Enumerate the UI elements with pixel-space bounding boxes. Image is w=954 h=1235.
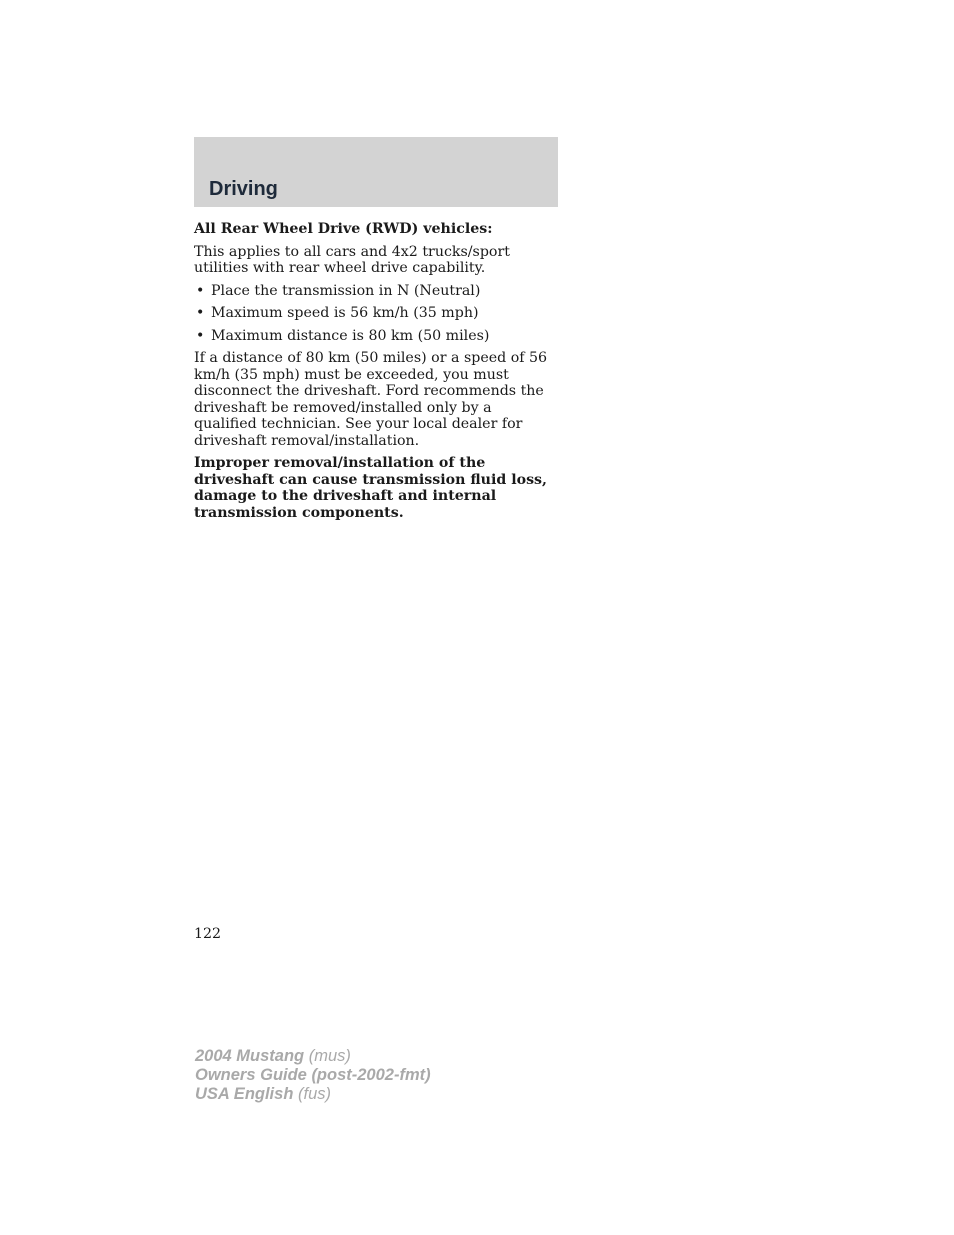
bullet-icon: • (196, 305, 205, 321)
towing-requirements-list (194, 283, 558, 345)
warning-paragraph: Improper removal/installation of the driveshaft can cause transmission fluid loss, damage to the driveshaft and internal transmission components. (194, 455, 547, 521)
footer-line-language (195, 1085, 431, 1104)
intro-paragraph: This applies to all cars and 4x2 trucks/sport utilities with rear wheel drive capability. (194, 243, 510, 276)
bullet-icon: • (196, 282, 205, 299)
body-paragraph: If a distance of 80 km (50 miles) or a speed of 56 km/h (35 mph) must be exceeded, you must disconnect the driveshaft. Ford recommends the driveshaft be removed/installed only by a qualified technician. See your local dealer for driveshaft removal/installation. (194, 350, 548, 449)
list-item (194, 305, 558, 322)
footer-model: 2004 Mustang (195, 1047, 305, 1065)
section-title: Driving (209, 178, 278, 200)
footer-line-model (195, 1047, 431, 1066)
footer-line-guide (195, 1066, 431, 1085)
footer-language-code: (fus) (298, 1085, 331, 1103)
footer-guide: Owners Guide (post-2002-fmt) (195, 1066, 431, 1084)
list-item-text: Place the transmission in N (Neutral) (211, 282, 481, 299)
footer-language: USA English (195, 1085, 294, 1103)
list-item (194, 328, 558, 345)
document-footer (195, 1047, 431, 1104)
list-item (194, 283, 558, 300)
footer-model-code: (mus) (308, 1047, 351, 1065)
list-item-text: Maximum speed is 56 km/h (35 mph) (211, 305, 479, 321)
page-content (194, 221, 558, 521)
subsection-heading: All Rear Wheel Drive (RWD) vehicles: (194, 221, 493, 237)
section-header-band (194, 137, 558, 207)
list-item-text: Maximum distance is 80 km (50 miles) (211, 327, 490, 344)
page-number: 122 (194, 926, 222, 942)
bullet-icon: • (196, 327, 205, 344)
